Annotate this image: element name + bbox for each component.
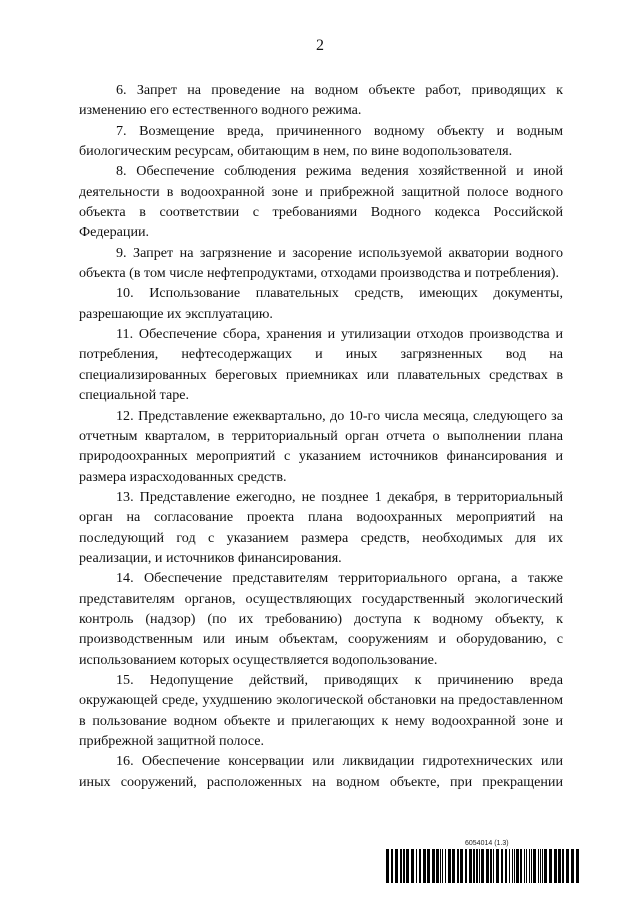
barcode-bar: [457, 849, 459, 883]
paragraph-number: 11.: [116, 326, 134, 343]
barcode-bar: [542, 849, 543, 883]
barcode-bar: [544, 849, 547, 883]
barcode-bar: [571, 849, 574, 883]
barcode-bar: [432, 849, 435, 883]
paragraph-number: 13.: [116, 488, 134, 505]
paragraph-number: 15.: [116, 671, 134, 688]
paragraph-number: 9.: [116, 244, 127, 261]
barcode-bar: [486, 849, 489, 883]
paragraph-text: Представление ежегодно, не позднее 1 декабря, в территориальный орган на согласование проекта плана водоохранных мероприятий на последующий год с указанием размера средств, необходимых для их реализации, и источников финансирования.: [79, 488, 563, 566]
barcode-bar: [416, 849, 417, 883]
paragraph-text: Запрет на загрязнение и засорение используемой акватории водного объекта (в том числе нефтепродуктами, отходами производства и потребления).: [79, 244, 563, 282]
document-body: [79, 80, 563, 792]
paragraph-text: Обеспечение консервации или ликвидации гидротехнических или иных сооружений, расположенных на водном объекте, при прекращении: [79, 753, 563, 790]
paragraph-number: 14.: [116, 570, 134, 587]
barcode-bar: [391, 849, 393, 883]
paragraph-text: Недопущение действий, приводящих к причинению вреда окружающей среде, ухудшению экологической обстановки на предоставленном в пользование водном объекте и прилегающих к нему водоохранной зоне и прибрежной защитной полосе.: [79, 671, 563, 749]
paragraph-15: [79, 670, 563, 751]
paragraph-text: Обеспечение сбора, хранения и утилизации отходов производства и потребления, нефтесодержащих и иных загрязненных вод на специализированных береговых приемниках или плавательных средствах в специальной таре.: [79, 326, 563, 404]
paragraph-10: [79, 283, 563, 324]
barcode-bar: [448, 849, 451, 883]
barcode-bar: [538, 849, 539, 883]
page-number: 2: [316, 37, 324, 54]
paragraph-6: [79, 80, 563, 121]
barcode-bar: [473, 849, 475, 883]
document-barcode: [386, 840, 580, 884]
barcode-bar: [490, 849, 492, 883]
barcode-bar: [526, 849, 527, 883]
barcode-bar: [445, 849, 446, 883]
paragraph-number: 10.: [116, 285, 134, 302]
barcode-bar: [496, 849, 499, 883]
paragraph-text: Обеспечение соблюдения режима ведения хозяйственной и иной деятельности в водоохранной зоне и прибрежной защитной полосе водного объекта в соответствии с требованиями Водного кодекса Российской Федерации.: [79, 163, 563, 241]
barcode-bar: [481, 849, 484, 883]
barcode-bar: [533, 849, 536, 883]
barcode-bar: [524, 849, 525, 883]
barcode-bar: [403, 849, 405, 883]
paragraph-text: Возмещение вреда, причиненного водному объекту и водным биологическим ресурсам, обитающим в нем, по вине водопользователя.: [79, 122, 563, 160]
barcode-bar: [529, 849, 530, 883]
paragraph-number: 7.: [116, 122, 127, 139]
barcode-bar: [566, 849, 569, 883]
barcode-bar: [509, 849, 510, 883]
barcode-bar: [419, 849, 421, 883]
barcode-bar: [469, 849, 472, 883]
barcode-bar: [505, 849, 507, 883]
barcode-bar: [558, 849, 561, 883]
paragraph-8: [79, 161, 563, 242]
barcode-bar: [549, 849, 552, 883]
barcode-bar: [460, 849, 463, 883]
barcode-bar: [520, 849, 522, 883]
barcode-bar: [427, 849, 430, 883]
paragraph-13: [79, 487, 563, 568]
barcode-bar: [512, 849, 513, 883]
barcode-bar: [516, 849, 519, 883]
paragraph-number: 8.: [116, 163, 127, 180]
paragraph-text: Запрет на проведение на водном объекте работ, приводящих к изменению его естественного водного режима.: [79, 82, 563, 119]
barcode-bar: [501, 849, 503, 883]
paragraph-text: Представление ежеквартально, до 10-го числа месяца, следующего за отчетным кварталом, в территориальный орган отчета о выполнении плана природоохранных мероприятий с указанием источников финансирования и размера израсходованных средств.: [79, 407, 563, 485]
barcode-bar: [436, 849, 439, 883]
barcode-bar: [386, 849, 389, 883]
barcode-bar: [423, 849, 426, 883]
barcode-bar: [395, 849, 398, 883]
paragraph-7: [79, 121, 563, 162]
barcode-bar: [540, 849, 541, 883]
barcode-bar: [493, 849, 494, 883]
barcode-bar: [442, 849, 443, 883]
paragraph-number: 12.: [116, 407, 134, 424]
barcode-bar: [440, 849, 441, 883]
paragraph-number: 16.: [116, 753, 134, 770]
barcode-icon: [386, 849, 580, 883]
barcode-bar: [465, 849, 467, 883]
barcode-bar: [479, 849, 480, 883]
paragraph-14: [79, 568, 563, 670]
barcode-bar: [476, 849, 478, 883]
barcode-bar: [531, 849, 532, 883]
paragraph-9: [79, 243, 563, 284]
barcode-bar: [562, 849, 564, 883]
barcode-bar: [452, 849, 455, 883]
barcode-code-text: 6054014 (1.3): [465, 840, 509, 847]
barcode-bar: [576, 849, 579, 883]
paragraph-11: [79, 324, 563, 405]
barcode-bar: [400, 849, 402, 883]
barcode-bar: [554, 849, 557, 883]
paragraph-text: Использование плавательных средств, имеющих документы, разрешающие их эксплуатацию.: [79, 285, 563, 322]
paragraph-16: [79, 751, 563, 792]
paragraph-12: [79, 406, 563, 487]
barcode-bar: [411, 849, 414, 883]
barcode-bar: [406, 849, 409, 883]
paragraph-number: 6.: [116, 82, 127, 98]
barcode-bar: [514, 849, 515, 883]
paragraph-text: Обеспечение представителям территориального органа, а также представителям органов, осуществляющих государственный экологический контроль (надзор) (по их требованию) доступа к водному объекту, к производственным или иным объектам, сооружениям и оборудованию, с использованием которых осуществляется водопользование.: [79, 570, 563, 668]
